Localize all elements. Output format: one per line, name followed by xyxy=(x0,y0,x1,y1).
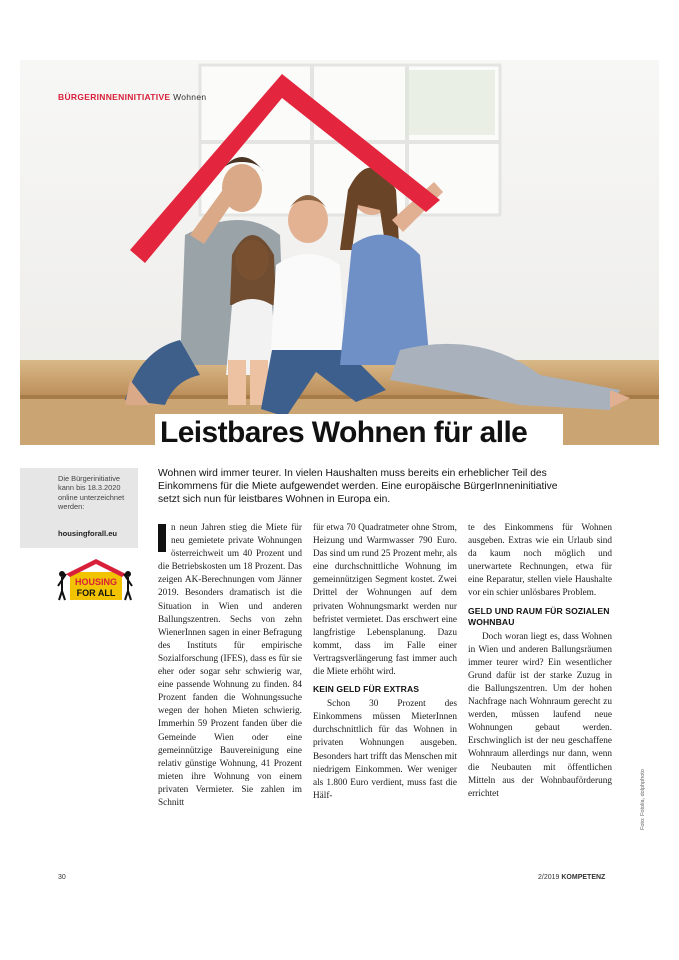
sidebar-text: Die Bürgerinitiative kann bis 18.3.2020 online unterzeichnet werden: xyxy=(58,474,125,512)
logo-line2: FOR ALL xyxy=(76,588,116,598)
body-text-col3b: Doch woran liegt es, dass Wohnen in Wien und anderen Ballungsräumen immer teurer wird? Ein wesentlicher Grund dafür ist der starke Zuzug in die Ballungszentren. Um der hohen Nachfrage nach Wohnraum gerecht zu werden, müssen laufend neue Wohnungen gebaut werden. Erschwinglich ist der neu geschaffene Wohnraum allerdings nur dann, wenn die Neubauten mit öffentlichen Mitteln aus der Wohnbauförderung errichtet xyxy=(468,631,612,799)
subheading-wohnbau: GELD UND RAUM FÜR SOZIALEN WOHNBAU xyxy=(468,605,610,627)
issue-label xyxy=(538,874,605,881)
magazine-name: KOMPETENZ xyxy=(561,874,606,881)
subheading-extras: KEIN GELD FÜR EXTRAS xyxy=(313,684,420,695)
hero-photo xyxy=(20,60,659,445)
article-title: Leistbares Wohnen für alle xyxy=(160,416,528,449)
body-text-col2: für etwa 70 Quadratmeter ohne Strom, Heizung und Warmwasser 790 Euro. Das sind um rund 25 Prozent mehr, als eine durchschnittliche Wohnung im gemeinnützigen Segment kostet. Zwei Drittel der Wohnungen auf dem privaten Wohnungsmarkt werden nur befristet vermietet. Das erschwert eine langfristige Lebensplanung. Dazu kommt, dass im Falle einer Vertragsverlängerung fast immer auch die Miete erhöht wird. xyxy=(313,523,457,678)
housing-for-all-logo xyxy=(56,556,134,604)
column-1 xyxy=(158,522,302,810)
kicker xyxy=(58,92,206,102)
logo-line1: HOUSING xyxy=(74,577,118,587)
kicker-category: BÜRGERINNENINITIATIVE xyxy=(58,92,171,102)
column-2 xyxy=(313,522,457,803)
body-text-col3: te des Einkommens für Wohnen ausgeben. Extras wie ein Urlaub sind da kaum noch möglich und unerwartete Rechnungen, etwa für eine Reparatur, stellen viele Haushalte vor ein schier unlösbares Problem. xyxy=(468,523,612,599)
body-text-col2b: Schon 30 Prozent des Einkommens müssen MieterInnen durchschnittlich für das Wohnen in privaten Wohnungen ausgeben. Besonders hart trifft das Menschen mit niedrigem Einkommen. Wer weniger als 1.800 Euro verdient, muss fast die Hälf- xyxy=(313,699,457,801)
kicker-section: Wohnen xyxy=(173,92,207,102)
issue-number: 2/2019 xyxy=(538,874,560,881)
column-3 xyxy=(468,522,612,801)
photo-credit: Foto: Fotolia, dolphphoto xyxy=(640,769,646,830)
page-number: 30 xyxy=(58,874,66,881)
lead-paragraph: Wohnen wird immer teurer. In vielen Haushalten muss bereits ein erheblicher Teil des Einkommens für die Miete aufgewendet werden. Eine europäische BürgerInneninitiative setzt sich nun für leistbares Wohnen in Europa ein. xyxy=(158,468,558,505)
sidebar-link[interactable]: housingforall.eu xyxy=(58,529,118,538)
dropcap-bar xyxy=(158,524,166,552)
body-text-col1: n neun Jahren stieg die Miete für neu gemietete private Wohnungen österreichweit um 40 Prozent und die Betriebskosten um 18 Prozent. Das zeigen AK-Berechnungen vom Jänner 2019. Besonders dramatisch ist die Situation in Wien und anderen Ballungszentren. Sechs von zehn WienerInnen sagen in einer Befragung des Instituts für empirische Sozialforschung (IFES), dass es für sie eher oder sogar sehr schwierig war, eine passende Wohnung zu finden. 84 Prozent fanden die Wohnungssuche wegen der hohen Mieten schwierig. Immerhin 59 Prozent fanden über die Gemeinde Wien oder eine gemeinnützige Bauvereinigung eine relativ günstige Wohnung, 41 Prozent mieten ihre Wohnung von einem privaten Vermieter. Sie zahlen im Schnitt xyxy=(158,523,302,808)
